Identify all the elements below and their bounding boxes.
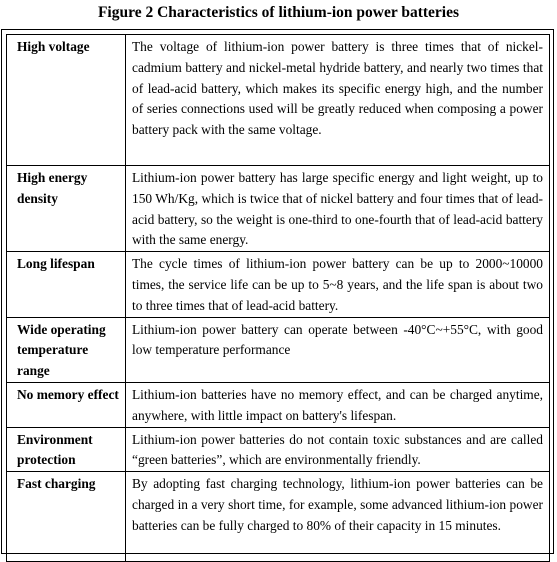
- table-row-no-memory-effect: [7, 382, 550, 427]
- table-row-environment-protection: [7, 427, 550, 472]
- characteristics-table: [6, 34, 550, 562]
- table-row-fast-charging: [7, 472, 550, 562]
- characteristic-description: Lithium-ion batteries have no memory effect, and can be charged anytime, anywhere, with little impact on battery's lifespan.: [126, 382, 550, 427]
- table-row-long-lifespan: [7, 252, 550, 317]
- figure-title: Figure 2 Characteristics of lithium-ion power batteries: [97, 4, 460, 21]
- characteristic-description: Lithium-ion power battery can operate between -40°C~+55°C, with good low temperature performance: [126, 317, 550, 382]
- characteristic-description: The voltage of lithium-ion power battery is three times that of nickel-cadmium battery and nickel-metal hydride battery, and nearly two times that of lead-acid battery, which makes its specific energy high, and the number of series connections used will be greatly reduced when composing a power battery pack with the same voltage.: [126, 35, 550, 166]
- characteristic-label: No memory effect: [7, 382, 126, 427]
- characteristic-description: By adopting fast charging technology, lithium-ion power batteries can be charged in a very short time, for example, some advanced lithium-ion power batteries can be fully charged to 80% of their capacity in 15 minutes.: [126, 472, 550, 562]
- characteristic-description: The cycle times of lithium-ion power battery can be up to 2000~10000 times, the service life can be up to 5~8 years, and the life span is about two to three times that of lead-acid battery.: [126, 252, 550, 317]
- characteristic-label: High voltage: [7, 35, 126, 166]
- table-row-wide-temperature-range: [7, 317, 550, 382]
- characteristic-label: Long lifespan: [7, 252, 126, 317]
- characteristic-label: Fast charging: [7, 472, 126, 562]
- characteristic-description: Lithium-ion power batteries do not contain toxic substances and are called “green batteries”, which are environmentally friendly.: [126, 427, 550, 472]
- characteristic-label: High energy density: [7, 166, 126, 252]
- characteristic-label: Wide operating temperature range: [7, 317, 126, 382]
- table-row-high-voltage: [7, 35, 550, 166]
- table-row-high-energy-density: [7, 166, 550, 252]
- characteristic-label: Environment protection: [7, 427, 126, 472]
- characteristic-description: Lithium-ion power battery has large specific energy and light weight, up to 150 Wh/Kg, which is twice that of nickel battery and four times that of lead-acid battery, so the weight is one-third to one-fourth that of lead-acid battery with the same energy.: [126, 166, 550, 252]
